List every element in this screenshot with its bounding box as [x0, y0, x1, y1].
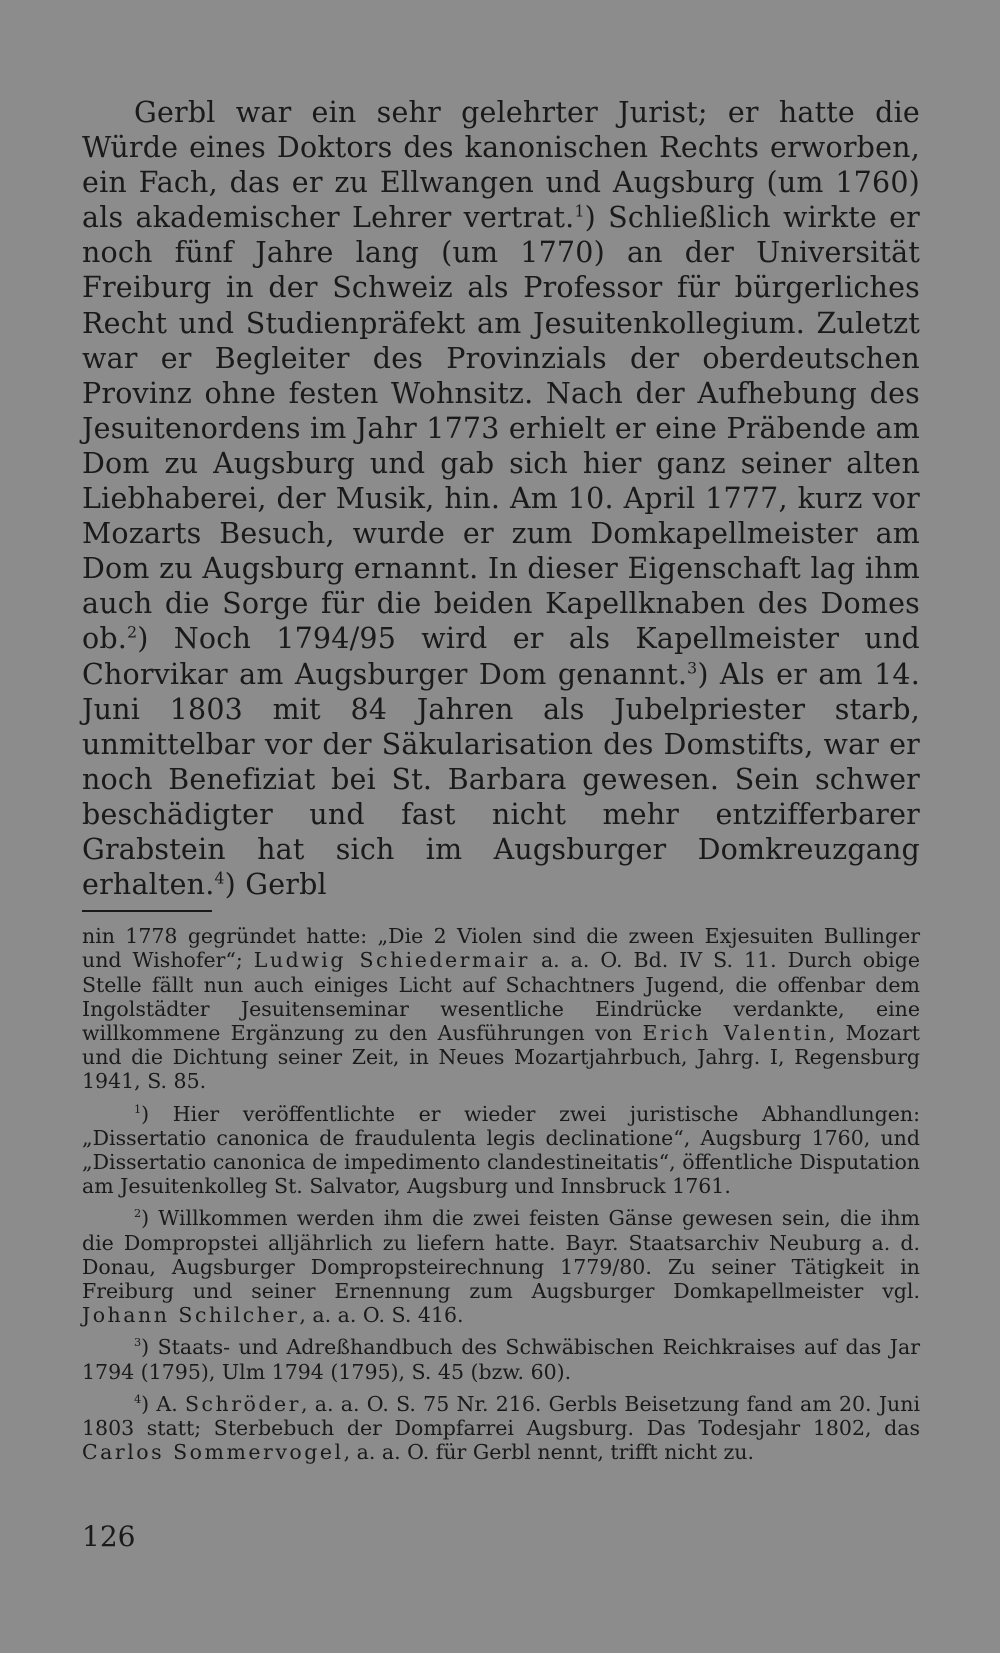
footnote-4	[82, 1392, 920, 1465]
footnote-text: ) A.	[141, 1391, 186, 1416]
footnote-number: 1	[134, 1102, 142, 1116]
footnote-number: 2	[134, 1207, 142, 1221]
page-content	[82, 95, 920, 1472]
author-name: Ludwig Schiedermair	[253, 948, 530, 973]
author-name: Carlos Sommervogel	[82, 1440, 344, 1465]
footnote-ref-2: 2	[127, 622, 138, 642]
footnote-text: ) Staats- und Adreßhandbuch des Schwäbischen Reichkraises auf das Jar 1794 (1795), Ulm 1794 (1795), S. 45 (bzw. 60).	[82, 1335, 920, 1384]
footnote-text: a. a. O. Bd. IV S. 11. Durch obige Stelle fällt nun auch einiges Licht auf Schachtners Jugend, die offenbar dem Ingolstädter Jesuitenseminar wesentliche Eindrücke verdankte, eine willkommene Ergänzung zu den Ausführungen von	[82, 948, 920, 1045]
main-text-segment: Gerbl war ein sehr gelehrter Jurist; er hatte die Würde eines Doktors des kanonischen Rechts erworben, ein Fach, das er zu Ellwangen und Augsburg (um 1760) als akademischer Lehrer vertrat.	[82, 96, 920, 235]
footnote-number: 4	[134, 1392, 142, 1406]
main-text-segment: ) Noch 1794/95 wird er als Kapellmeister und Chorvikar am Augsburger Dom genannt.	[82, 622, 920, 691]
footnote-text: , a. a. O. S. 75 Nr. 216. Gerbls Beisetzung fand am 20. Juni 1803 statt; Sterbebuch der Dompfarrei Augsburg. Das Todesjahr 1802, das	[82, 1391, 920, 1441]
footnote-1	[82, 1102, 920, 1199]
footnote-text: ) Hier veröffentlichte er wieder zwei juristische Abhandlungen: „Dissertatio canonica de fraudulenta legis declinatione“, Augsburg 1760, und „Dissertatio canonica de impedimento clandestineitatis“, öffentliche Disputation am Jesuitenkolleg St. Salvator, Augsburg und Innsbruck 1761.	[82, 1101, 920, 1199]
footnote-2	[82, 1206, 920, 1327]
page-number: 126	[82, 1520, 136, 1553]
footnote-text: , a. a. O. S. 416.	[299, 1303, 464, 1328]
main-paragraph	[82, 95, 920, 902]
footnote-separator	[82, 910, 212, 912]
main-text-segment: ) Gerbl	[224, 868, 327, 902]
footnote-ref-3: 3	[687, 658, 698, 677]
footnote-3	[82, 1335, 920, 1383]
footnote-ref-1: 1	[574, 201, 585, 221]
author-name: Erich Valentin	[642, 1020, 829, 1045]
footnote-continuation	[82, 924, 920, 1093]
author-name: Johann Schilcher	[82, 1303, 300, 1328]
footnote-text: ) Willkommen werden ihm die zwei feisten Gänse gewesen sein, die ihm die Dompropstei alljährlich zu liefern hatte. Bayr. Staatsarchiv Neuburg a. d. Donau, Augsburger Dompropsteirechnung 1779/80. Zu seiner Tätigkeit in Freiburg und seiner Ernennung zum Augsburger Domkapellmeister vgl.	[82, 1206, 920, 1303]
footnote-text: nin 1778 gegründet hatte: „Die 2 Violen sind die zween Exjesuiten Bullinger und Wishofer“;	[82, 924, 920, 973]
footnote-text: , Mozart und die Dichtung seiner Zeit, in Neues Mozartjahrbuch, Jahrg. I, Regensburg 1941, S. 85.	[82, 1020, 920, 1094]
footnotes	[82, 924, 920, 1464]
footnote-ref-4: 4	[214, 868, 225, 888]
main-text-segment: ) Schließlich wirkte er noch fünf Jahre lang (um 1770) an der Universität Freiburg in der Schweiz als Professor für bürgerliches Recht und Studienpräfekt am Jesuitenkollegium. Zuletzt war er Begleiter des Provinzials der oberdeutschen Provinz ohne festen Wohnsitz. Nach der Aufhebung des Jesuitenordens im Jahr 1773 erhielt er eine Präbende am Dom zu Augsburg und gab sich hier ganz seiner alten Liebhaberei, der Musik, hin. Am 10. April 1777, kurz vor Mozarts Besuch, wurde er zum Domkapellmeister am Dom zu Augsburg ernannt. In dieser Eigenschaft lag ihm auch die Sorge für die beiden Kapellknaben des Domes ob.	[82, 201, 920, 656]
footnote-text: , a. a. O. für Gerbl nennt, trifft nicht zu.	[343, 1440, 755, 1465]
footnote-number: 3	[134, 1336, 142, 1350]
main-text-segment: ) Als er am 14. Juni 1803 mit 84 Jahren als Jubelpriester starb, unmittelbar vor der Säkularisation des Domstifts, war er noch Benefiziat bei St. Barbara gewesen. Sein schwer beschädigter und fast nicht mehr entzifferbarer Grabstein hat sich im Augsburger Domkreuzgang erhalten.	[82, 657, 920, 902]
author-name: Schröder	[185, 1391, 301, 1416]
